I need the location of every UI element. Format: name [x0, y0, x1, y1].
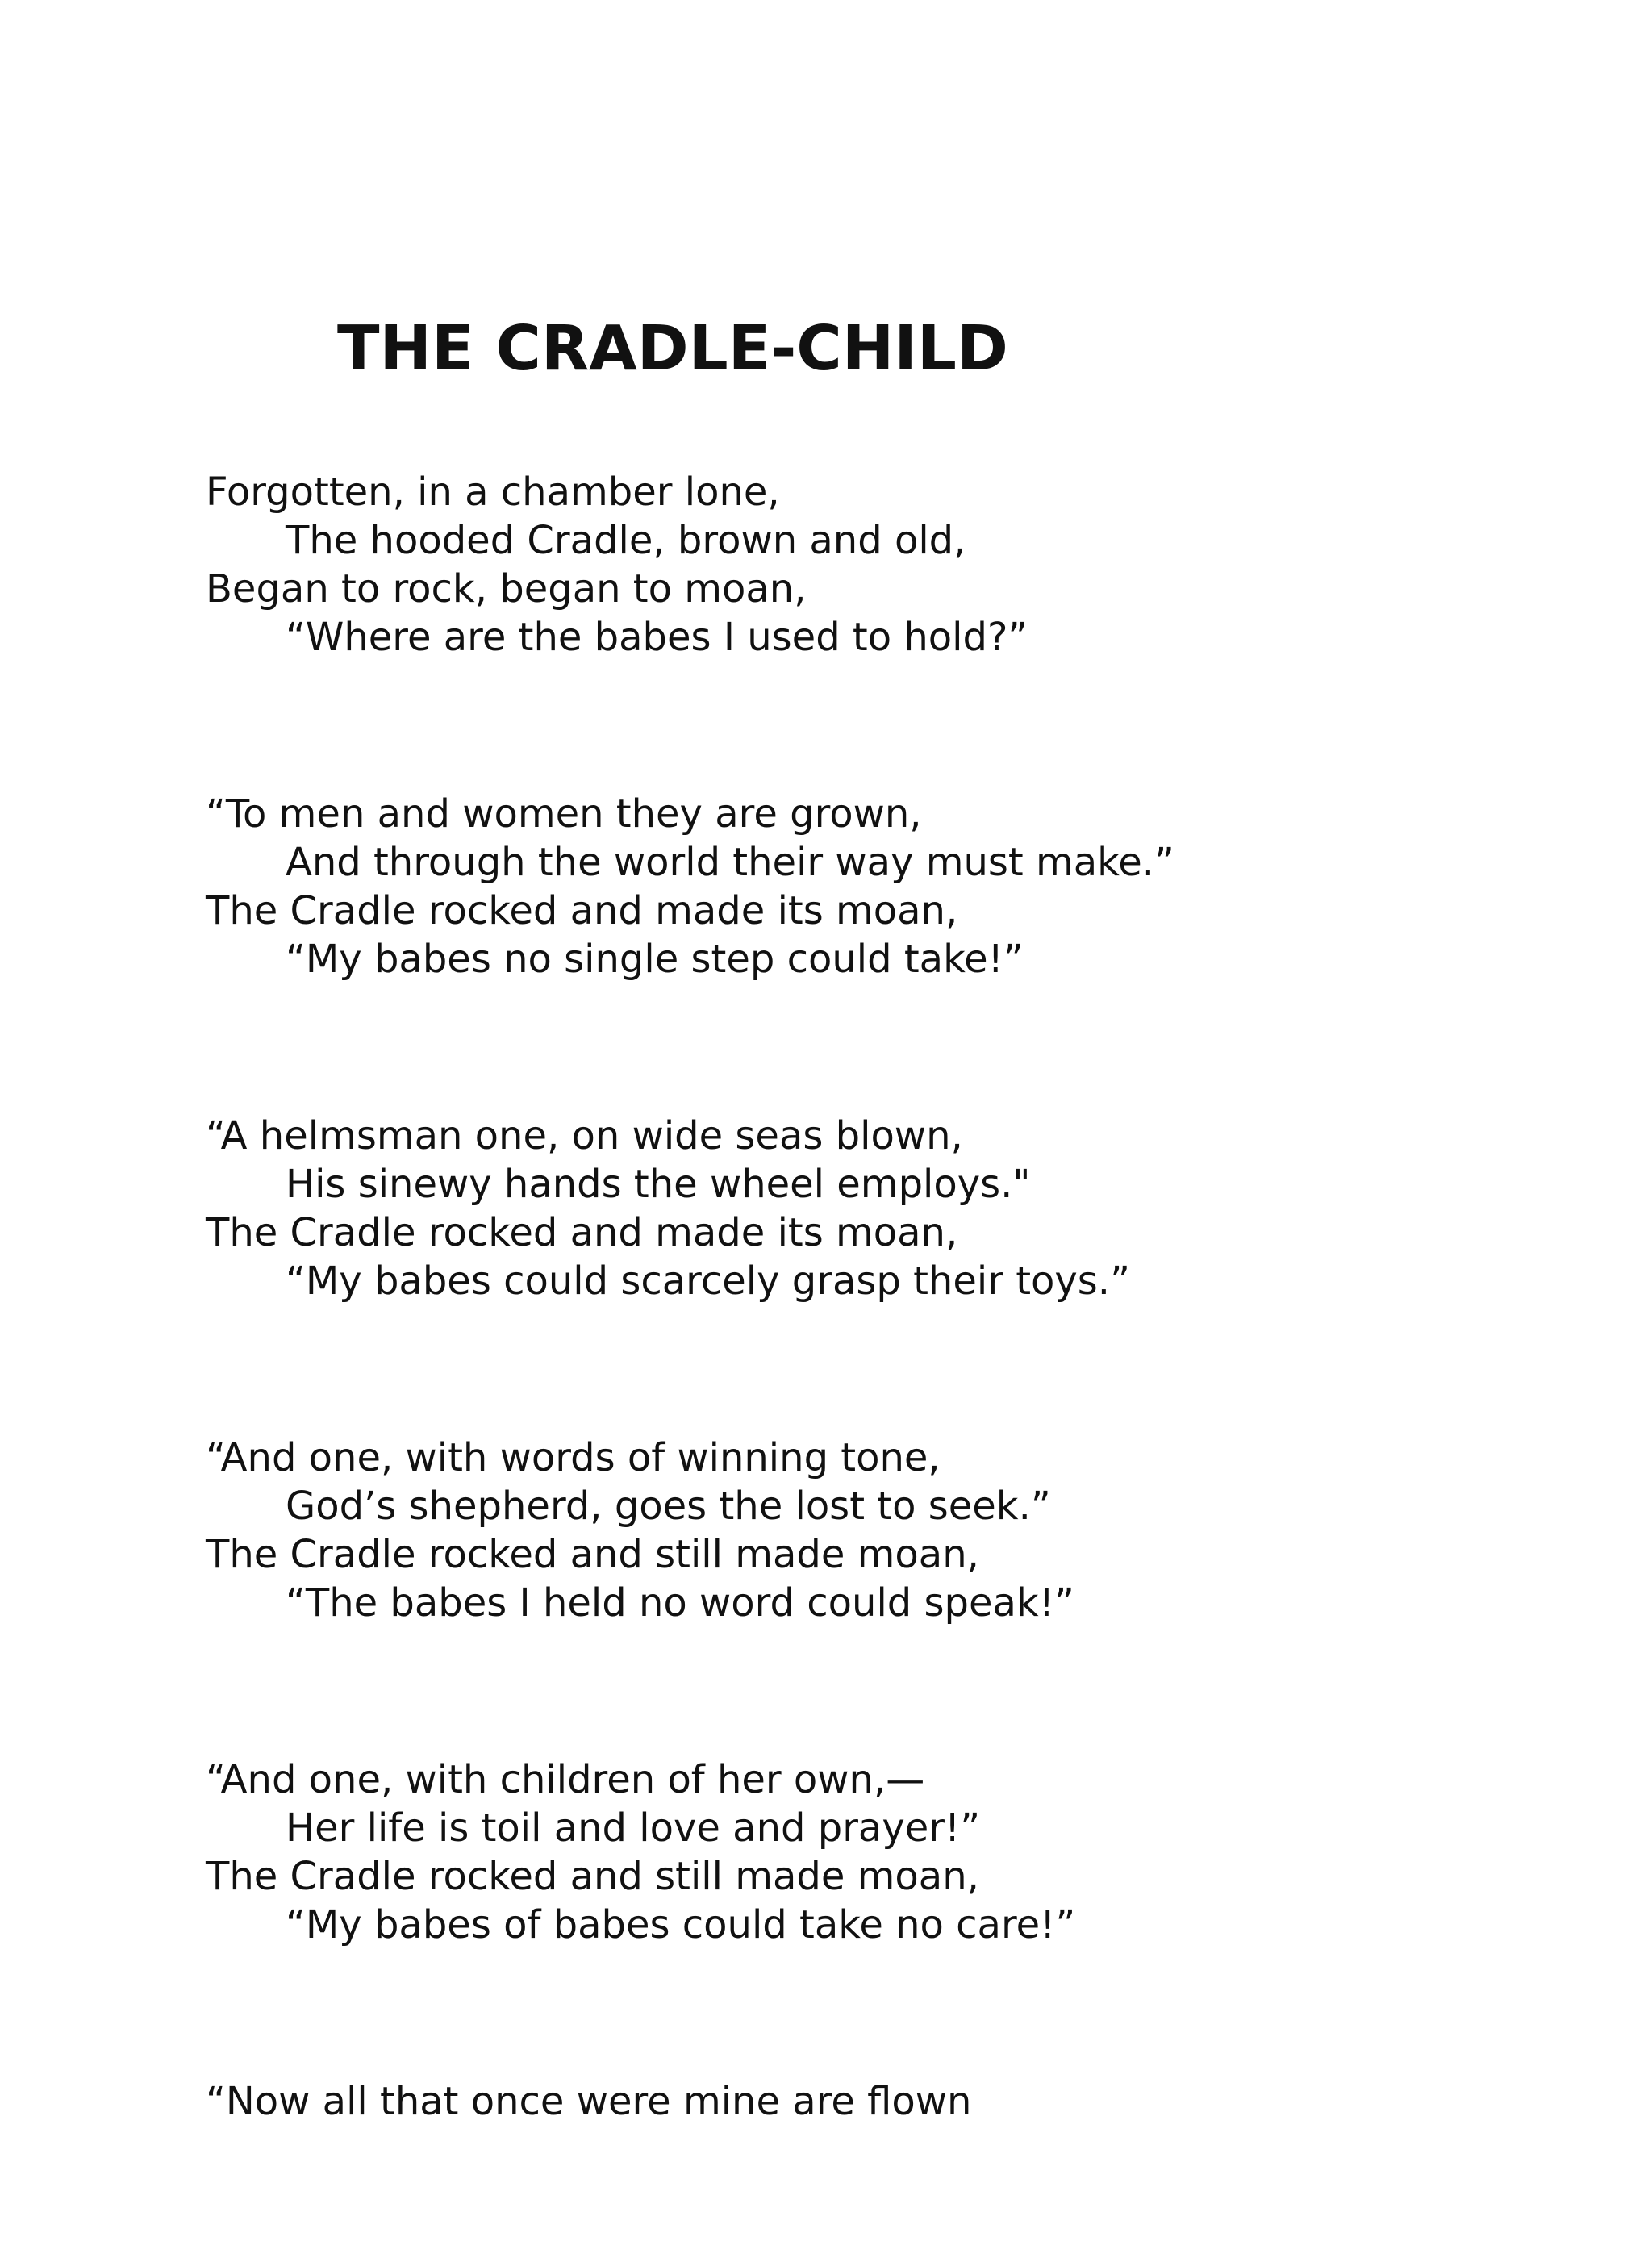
- poem-line: “To men and women they are grown,: [206, 791, 922, 837]
- stanza-1: [206, 468, 1537, 662]
- poem-line: God’s shepherd, goes the lost to seek.”: [286, 1484, 1051, 1529]
- poem-line: And through the world their way must make.”: [286, 840, 1174, 885]
- poem-line: Began to rock, began to moan,: [206, 566, 807, 612]
- poem-line: The Cradle rocked and still made moan,: [206, 1854, 979, 1899]
- poem-line: “And one, with words of winning tone,: [206, 1435, 941, 1480]
- poem-line: The Cradle rocked and made its moan,: [206, 888, 958, 933]
- poem-line: “A helmsman one, on wide seas blown,: [206, 1113, 963, 1158]
- poem-line: “And one, with children of her own,—: [206, 1757, 925, 1802]
- poem-title: THE CRADLE-CHILD: [337, 313, 1008, 385]
- poem-line: Her life is toil and love and prayer!”: [286, 1805, 981, 1851]
- stanza-6: [206, 2077, 1537, 2126]
- poem-line: The Cradle rocked and made its moan,: [206, 1210, 958, 1255]
- poem-line: “My babes of babes could take no care!”: [286, 1902, 1076, 1947]
- poem-line: Forgotten, in a chamber lone,: [206, 470, 780, 515]
- stanza-3: [206, 1112, 1537, 1305]
- poem-line: The Cradle rocked and still made moan,: [206, 1532, 979, 1577]
- poem-line: “My babes could scarcely grasp their toys.”: [286, 1258, 1130, 1304]
- poem-line: The hooded Cradle, brown and old,: [286, 518, 966, 563]
- stanza-5: [206, 1755, 1537, 1949]
- stanza-2: [206, 790, 1537, 983]
- poem-line: “Where are the babes I used to hold?”: [286, 615, 1028, 660]
- poem-line: His sinewy hands the wheel employs.": [286, 1162, 1031, 1207]
- poem-body: [206, 468, 1537, 2254]
- poem-line: “My babes no single step could take!”: [286, 937, 1024, 982]
- poem-line: “Now all that once were mine are flown: [206, 2079, 972, 2124]
- poem-line: “The babes I held no word could speak!”: [286, 1580, 1074, 1626]
- stanza-4: [206, 1434, 1537, 1627]
